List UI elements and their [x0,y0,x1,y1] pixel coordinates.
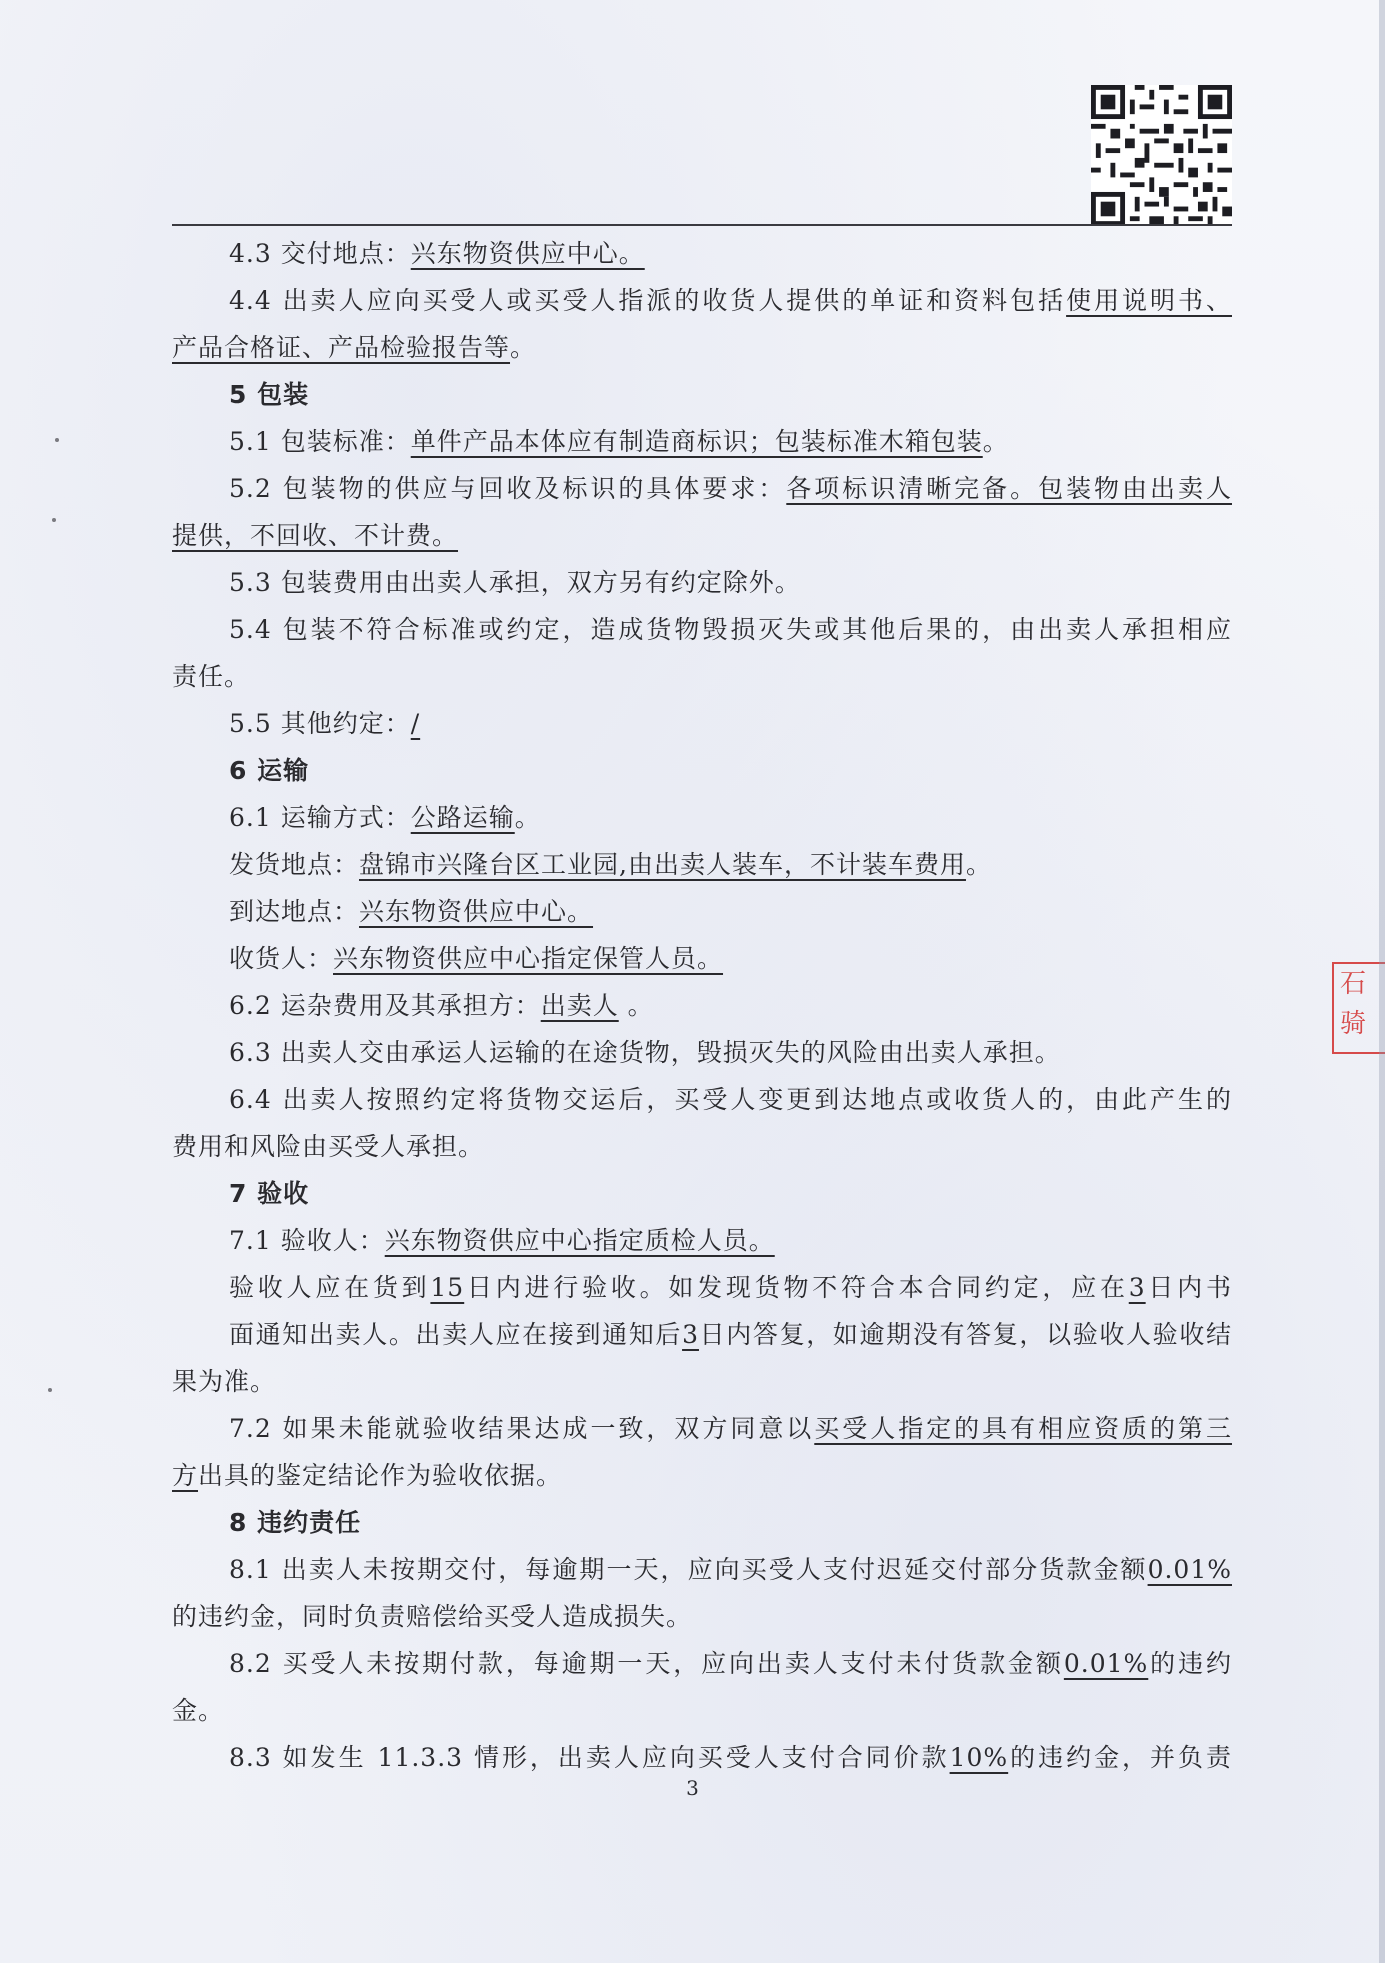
text-line [172,1029,1232,1076]
text-line [172,1640,1232,1687]
filled-field: 盘锦市兴隆台区工业园,由出卖人装车，不计装车费用 [359,850,966,879]
text-line [172,1687,1232,1734]
filled-field: 兴东物资供应中心。 [359,897,594,926]
text-line [172,465,1232,512]
filled-field: 0.01% [1063,1649,1149,1678]
text-span: 4.3 交付地点： [229,239,411,268]
text-span: 的违约金，同时负责赔偿给买受人造成损失。 [172,1602,693,1631]
text-span: 责任。 [172,662,251,691]
text-span: 发货地点： [229,850,360,879]
qr-code-icon [1091,85,1232,226]
text-span: 8.2 买受人未按期付款，每逾期一天，应向出卖人支付未付货款金额 [229,1649,1064,1678]
text-span: 6.2 运杂费用及其承担方： [229,991,541,1020]
text-line [172,700,1232,747]
contract-body [172,230,1232,1781]
text-line [172,1405,1232,1452]
filled-field: 使用说明书、 [1066,286,1232,315]
text-span: 5.1 包装标准： [229,427,411,456]
text-line [172,1217,1232,1264]
text-span: 5.2 包装物的供应与回收及标识的具体要求： [229,474,787,503]
page-number: 3 [686,1776,699,1800]
text-span: 费用和风险由买受人承担。 [172,1132,485,1161]
text-span: 8 违约责任 [229,1508,362,1537]
text-span: 的违约 [1148,1649,1232,1678]
filled-field: / [410,709,421,738]
scan-speck [52,518,56,522]
text-span: 5.4 包装不符合标准或约定，造成货物毁损灭失或其他后果的，由出卖人承担相应 [229,615,1232,644]
text-span: 6.3 出卖人交由承运人运输的在途货物，毁损灭失的风险由出卖人承担。 [229,1038,1061,1067]
text-span: 。 [982,427,1009,456]
text-line [172,324,1232,371]
text-span: 7.2 如果未能就验收结果达成一致，双方同意以 [229,1414,815,1443]
text-span: 日内书 [1145,1273,1232,1302]
text-span: 的违约金，并负责 [1008,1743,1232,1772]
text-line [172,559,1232,606]
text-span: 收货人： [229,944,334,973]
filled-field: 产品合格证、产品检验报告等 [172,333,511,362]
text-span: 出具的鉴定结论作为验收依据。 [198,1461,563,1490]
filled-field: 0.01% [1147,1555,1232,1584]
filled-field: 出卖人 [540,991,619,1020]
text-line [172,1076,1232,1123]
text-span: 验收人应在货到 [229,1273,431,1302]
text-span: 7.1 验收人： [229,1226,385,1255]
text-line [172,1311,1232,1358]
text-line [172,794,1232,841]
text-span: 。 [510,333,537,362]
text-line [172,418,1232,465]
filled-field: 兴东物资供应中心。 [410,239,645,268]
scan-speck [55,438,59,442]
text-span: 到达地点： [229,897,360,926]
header-rule [172,224,1232,226]
filled-field: 3 [682,1320,699,1349]
text-line [172,1734,1232,1781]
text-line [172,277,1232,324]
filled-field: 兴东物资供应中心指定质检人员。 [384,1226,775,1255]
text-line [172,1546,1232,1593]
text-span: 6 运输 [229,756,310,785]
text-line [172,841,1232,888]
text-span: 5.3 包装费用由出卖人承担，双方另有约定除外。 [229,568,801,597]
scan-edge [1379,0,1385,1963]
filled-field: 买受人指定的具有相应资质的第三 [814,1414,1232,1443]
text-span: 6.1 运输方式： [229,803,411,832]
filled-field: 10% [949,1743,1009,1772]
text-span: 金。 [172,1696,225,1725]
filled-field: 15 [430,1273,465,1302]
text-span: 7 验收 [229,1179,310,1208]
section-heading [172,1170,1232,1217]
text-line [172,982,1232,1029]
text-line [172,1593,1232,1640]
text-line [172,653,1232,700]
filled-field: 提供，不回收、不计费。 [172,521,459,550]
text-span: 5.5 其他约定： [229,709,411,738]
text-line [172,1264,1232,1311]
filled-field: 单件产品本体应有制造商标识；包装标准木箱包装 [410,427,983,456]
text-span: 8.1 出卖人未按期交付，每逾期一天，应向买受人支付迟延交付部分货款金额 [229,1555,1148,1584]
text-span: 果为准。 [172,1367,277,1396]
text-line [172,606,1232,653]
text-span: 日内进行验收。如发现货物不符合本合同约定，应在 [464,1273,1129,1302]
text-span: 5 包装 [229,380,310,409]
text-span: 6.4 出卖人按照约定将货物交运后，买受人变更到达地点或收货人的，由此产生的 [229,1085,1232,1114]
section-heading [172,747,1232,794]
section-heading [172,371,1232,418]
text-span: 8.3 如发生 11.3.3 情形，出卖人应向买受人支付合同价款 [229,1743,950,1772]
filled-field: 兴东物资供应中心指定保管人员。 [333,944,724,973]
text-span: 。 [965,850,992,879]
scan-speck [48,1388,52,1392]
filled-field: 方 [172,1461,199,1490]
text-line [172,1123,1232,1170]
filled-field: 3 [1128,1273,1146,1302]
text-span: 日内答复，如逾期没有答复，以验收人验收结 [698,1320,1232,1349]
text-span: 。 [618,991,654,1020]
text-line [172,512,1232,559]
red-seal-fragment: 石 骑 [1332,962,1385,1054]
text-line [172,230,1232,277]
filled-field: 公路运输 [410,803,515,832]
filled-field: 各项标识清晰完备。包装物由出卖人 [786,474,1232,503]
text-span: 4.4 出卖人应向买受人或买受人指派的收货人提供的单证和资料包括 [229,286,1067,315]
text-line [172,1358,1232,1405]
text-span: 。 [514,803,541,832]
text-span: 面通知出卖人。出卖人应在接到通知后 [229,1320,683,1349]
text-line [172,935,1232,982]
section-heading [172,1499,1232,1546]
text-line [172,888,1232,935]
text-line [172,1452,1232,1499]
